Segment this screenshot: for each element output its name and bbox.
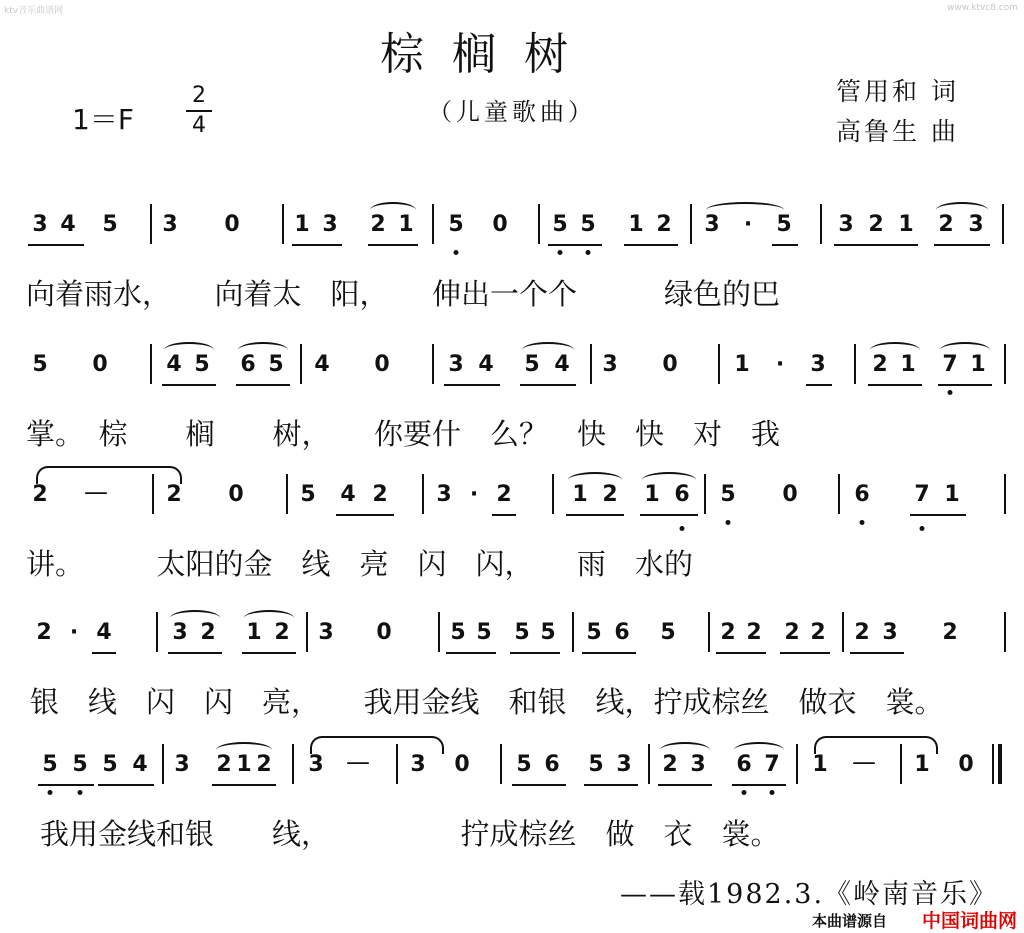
time-signature-line	[186, 110, 212, 112]
barline	[538, 204, 540, 244]
barline	[282, 204, 284, 244]
barline	[152, 474, 154, 514]
note: 3	[448, 352, 464, 377]
note: 1	[572, 482, 588, 507]
note: 3	[704, 212, 720, 237]
note: 5	[300, 482, 316, 507]
barline	[286, 474, 288, 514]
underline	[212, 784, 276, 786]
note: 1	[398, 212, 414, 237]
underline	[512, 784, 566, 786]
underline	[584, 784, 638, 786]
slur	[940, 342, 990, 358]
note: 5	[194, 352, 210, 377]
underline	[492, 514, 516, 516]
sustain-dash: —	[84, 478, 108, 506]
low-octave-dot	[586, 250, 591, 255]
underline	[336, 514, 394, 516]
note: 4	[340, 482, 356, 507]
note: 3	[968, 212, 984, 237]
slur	[870, 342, 920, 358]
note: 1	[246, 620, 262, 645]
melody-line	[0, 470, 1024, 530]
note: 2	[32, 482, 48, 507]
underline	[806, 384, 832, 386]
note: 5	[660, 620, 676, 645]
underline	[732, 784, 786, 786]
note: 4	[314, 352, 330, 377]
lyrics-line	[0, 412, 1024, 452]
low-octave-dot	[860, 520, 865, 525]
time-signature-bottom: 4	[192, 113, 206, 138]
note: 5	[720, 482, 736, 507]
low-octave-dot	[742, 790, 747, 795]
final-barline-thin	[992, 744, 994, 784]
barline	[306, 612, 308, 652]
note: 5	[268, 352, 284, 377]
sustain-dash: —	[346, 748, 370, 776]
lyrics-text: 我用金线和银 线， 拧成棕丝 做 衣 裳。	[40, 817, 780, 851]
barline	[854, 344, 856, 384]
note: 5	[72, 752, 88, 777]
slur	[522, 342, 574, 358]
melody-line	[0, 608, 1024, 668]
slur	[370, 202, 416, 218]
underline	[162, 384, 216, 386]
low-octave-dot	[680, 526, 685, 531]
note: 5	[580, 212, 596, 237]
note: 2	[872, 352, 888, 377]
note: 1	[900, 352, 916, 377]
underline	[444, 384, 500, 386]
note: 3	[308, 752, 324, 777]
lyrics-line	[0, 680, 1024, 720]
note: 3	[174, 752, 190, 777]
low-octave-dot	[770, 790, 775, 795]
note: 2	[274, 620, 290, 645]
note: 5	[514, 620, 530, 645]
underline	[582, 652, 636, 654]
note: 7	[914, 482, 930, 507]
melody-line	[0, 200, 1024, 260]
barline	[150, 344, 152, 384]
underline	[98, 784, 154, 786]
barline	[796, 744, 798, 784]
score-row-1	[0, 200, 1024, 350]
barline	[300, 344, 302, 384]
time-signature	[186, 84, 212, 138]
slur	[164, 342, 214, 358]
note: 5	[476, 620, 492, 645]
note: 2	[720, 620, 736, 645]
note: 5	[450, 620, 466, 645]
note: 4	[96, 620, 112, 645]
note: ·	[775, 352, 785, 377]
slur	[660, 742, 710, 758]
note: 0	[492, 212, 508, 237]
lyrics-line	[0, 542, 1024, 582]
note: 0	[376, 620, 392, 645]
underline	[510, 652, 560, 654]
underline	[658, 784, 712, 786]
underline	[368, 244, 418, 246]
lyrics-line	[0, 812, 1024, 852]
composer-credit: 高鲁生 曲	[836, 117, 959, 146]
note: 2	[372, 482, 388, 507]
lyrics-text: 向着雨水， 向着太 阳， 伸出一个个 绿色的巴	[26, 277, 781, 311]
footer-source-label: 本曲谱源自	[812, 912, 888, 930]
barline	[718, 344, 720, 384]
sustain-dash: —	[852, 748, 876, 776]
underline	[868, 384, 922, 386]
note: 4	[60, 212, 76, 237]
underline	[566, 514, 624, 516]
note: 0	[374, 352, 390, 377]
slur	[244, 610, 294, 626]
barline	[432, 344, 434, 384]
underline	[640, 514, 698, 516]
melody-line	[0, 740, 1024, 800]
note: 5	[540, 620, 556, 645]
note: ·	[69, 620, 79, 645]
tie	[36, 466, 182, 484]
underline	[520, 384, 576, 386]
note: 2	[656, 212, 672, 237]
barline	[552, 474, 554, 514]
note: 2	[216, 752, 232, 777]
underline	[772, 244, 798, 246]
note: 2	[36, 620, 52, 645]
note: 1	[898, 212, 914, 237]
underline	[834, 244, 918, 246]
barline	[648, 744, 650, 784]
note: 1	[914, 752, 930, 777]
note: 5	[776, 212, 792, 237]
note: 3	[690, 752, 706, 777]
underline	[938, 384, 992, 386]
barline	[438, 612, 440, 652]
melody-line	[0, 340, 1024, 400]
underline	[168, 652, 222, 654]
note: 6	[674, 482, 690, 507]
underline	[910, 514, 966, 516]
score-row-3	[0, 470, 1024, 620]
footer-site-name[interactable]: 中国词曲网	[922, 910, 1018, 932]
barline	[1004, 612, 1006, 652]
barline	[1004, 344, 1006, 384]
key-signature: 1＝F	[72, 103, 134, 136]
note: 1	[628, 212, 644, 237]
note: 2	[938, 212, 954, 237]
note: 6	[614, 620, 630, 645]
low-octave-dot	[454, 250, 459, 255]
barline	[500, 744, 502, 784]
note: 0	[224, 212, 240, 237]
note: 6	[736, 752, 752, 777]
note: 3	[410, 752, 426, 777]
note: 4	[554, 352, 570, 377]
note: 5	[516, 752, 532, 777]
note: 4	[132, 752, 148, 777]
note: 2	[868, 212, 884, 237]
note: ·	[469, 482, 479, 507]
note: 2	[370, 212, 386, 237]
note: 2	[256, 752, 272, 777]
note: 7	[942, 352, 958, 377]
note: 4	[166, 352, 182, 377]
note: 3	[318, 620, 334, 645]
watermark-right: www.ktvc8.com	[947, 3, 1018, 13]
tie	[706, 202, 784, 218]
underline	[446, 652, 496, 654]
lyrics-text: 讲。 太阳的金 线 亮 闪 闪， 雨 水的	[26, 547, 694, 581]
barline	[422, 474, 424, 514]
low-octave-dot	[558, 250, 563, 255]
note: 3	[172, 620, 188, 645]
note: 3	[602, 352, 618, 377]
note: 2	[166, 482, 182, 507]
low-octave-dot	[726, 520, 731, 525]
barline	[690, 204, 692, 244]
low-octave-dot	[920, 526, 925, 531]
note: 1	[812, 752, 828, 777]
low-octave-dot	[48, 790, 53, 795]
note: 3	[162, 212, 178, 237]
note: 0	[782, 482, 798, 507]
note: 5	[102, 752, 118, 777]
note: 1	[644, 482, 660, 507]
note: 0	[228, 482, 244, 507]
note: 3	[810, 352, 826, 377]
note: 4	[478, 352, 494, 377]
underline	[716, 652, 766, 654]
note: 2	[496, 482, 512, 507]
note: 1	[970, 352, 986, 377]
slur	[642, 472, 696, 488]
note: 5	[524, 352, 540, 377]
underline	[850, 652, 904, 654]
barline	[842, 612, 844, 652]
note: 3	[838, 212, 854, 237]
note: 5	[448, 212, 464, 237]
underline	[28, 244, 84, 246]
note: 0	[958, 752, 974, 777]
note: 2	[662, 752, 678, 777]
note: 5	[42, 752, 58, 777]
note: 0	[662, 352, 678, 377]
underline	[292, 244, 342, 246]
note: 3	[882, 620, 898, 645]
note: 3	[32, 212, 48, 237]
note: 2	[784, 620, 800, 645]
note: ·	[743, 212, 753, 237]
note: 0	[92, 352, 108, 377]
note: 7	[764, 752, 780, 777]
score-row-5	[0, 740, 1024, 890]
barline	[432, 204, 434, 244]
lyricist-credit: 管用和 词	[836, 77, 959, 106]
underline	[934, 244, 990, 246]
low-octave-dot	[78, 790, 83, 795]
slur	[936, 202, 988, 218]
song-subtitle: （儿童歌曲）	[428, 98, 596, 126]
barline	[150, 204, 152, 244]
slur	[734, 742, 784, 758]
barline	[704, 474, 706, 514]
note: 5	[588, 752, 604, 777]
underline	[624, 244, 678, 246]
note: 2	[200, 620, 216, 645]
barline	[1002, 204, 1004, 244]
note: 2	[602, 482, 618, 507]
note: 3	[616, 752, 632, 777]
note: 1	[294, 212, 310, 237]
note: 2	[746, 620, 762, 645]
note: 1	[236, 752, 252, 777]
barline	[900, 744, 902, 784]
underline	[92, 652, 116, 654]
note: 5	[102, 212, 118, 237]
barline	[572, 612, 574, 652]
song-title: 棕榈树	[380, 29, 596, 80]
barline	[838, 474, 840, 514]
note: 3	[436, 482, 452, 507]
underline	[780, 652, 830, 654]
slur	[170, 610, 220, 626]
time-signature-top: 2	[192, 83, 206, 108]
underline	[548, 244, 602, 246]
barline	[156, 612, 158, 652]
note: 6	[544, 752, 560, 777]
slur	[216, 742, 272, 758]
note: 5	[586, 620, 602, 645]
slur	[238, 342, 288, 358]
slur	[568, 472, 622, 488]
lyrics-line	[0, 272, 1024, 312]
note: 1	[734, 352, 750, 377]
underline	[242, 652, 296, 654]
barline	[820, 204, 822, 244]
lyrics-text: 银 线 闪 闪 亮， 我用金线 和银 线，拧成棕丝 做衣 裳。	[30, 685, 944, 719]
note: 2	[942, 620, 958, 645]
note: 6	[240, 352, 256, 377]
barline	[1004, 474, 1006, 514]
barline	[162, 744, 164, 784]
note: 6	[854, 482, 870, 507]
watermark-left: ktv音乐曲谱网	[4, 6, 64, 16]
low-octave-dot	[948, 390, 953, 395]
note: 3	[322, 212, 338, 237]
note: 1	[944, 482, 960, 507]
barline	[708, 612, 710, 652]
note: 2	[854, 620, 870, 645]
underline	[38, 784, 94, 786]
note: 0	[454, 752, 470, 777]
note: 5	[32, 352, 48, 377]
underline	[236, 384, 290, 386]
lyrics-text: 掌。 棕 榈 树， 你要什 么？ 快 快 对 我	[26, 417, 781, 451]
barline	[292, 744, 294, 784]
source-citation: ——载1982.3.《岭南音乐》	[620, 879, 999, 910]
note: 2	[810, 620, 826, 645]
note: 5	[552, 212, 568, 237]
barline	[590, 344, 592, 384]
barline	[396, 744, 398, 784]
final-barline-thick	[998, 744, 1002, 784]
